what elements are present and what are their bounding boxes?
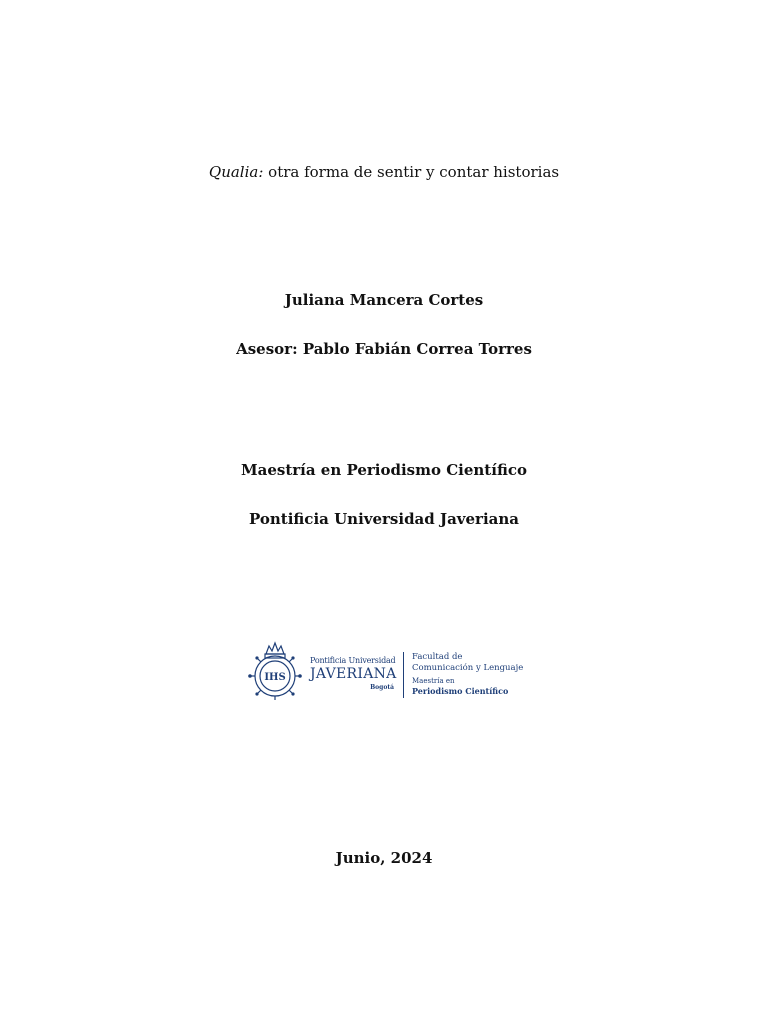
university-wordmark-name: JAVERIANA — [310, 666, 397, 682]
title-italic: Qualia: — [208, 163, 264, 181]
faculty-line-2: Comunicación y Lenguaje — [412, 663, 524, 673]
university-logo — [246, 640, 526, 702]
logo-program-line-1: Maestría en — [412, 677, 455, 685]
logo-program-line-2: Periodismo Científico — [412, 686, 509, 696]
program-name: Maestría en Periodismo Científico — [241, 461, 527, 479]
document-title — [0, 162, 768, 182]
university-wordmark-small: Pontificia Universidad — [310, 656, 396, 665]
title-rest: otra forma de sentir y contar historias — [263, 163, 560, 181]
advisor-name: Asesor: Pablo Fabián Correa Torres — [236, 340, 532, 358]
crest-letters: IHS — [264, 672, 286, 683]
document-date: Junio, 2024 — [335, 849, 433, 867]
logo-divider — [403, 652, 404, 698]
faculty-line-1: Facultad de — [412, 652, 463, 662]
crest-icon — [246, 640, 304, 700]
university-name: Pontificia Universidad Javeriana — [248, 510, 520, 528]
university-wordmark-city: Bogotá — [370, 684, 394, 691]
university-wordmark — [310, 656, 400, 700]
author-name: Juliana Mancera Cortes — [284, 291, 484, 309]
faculty-wordmark — [412, 652, 527, 700]
